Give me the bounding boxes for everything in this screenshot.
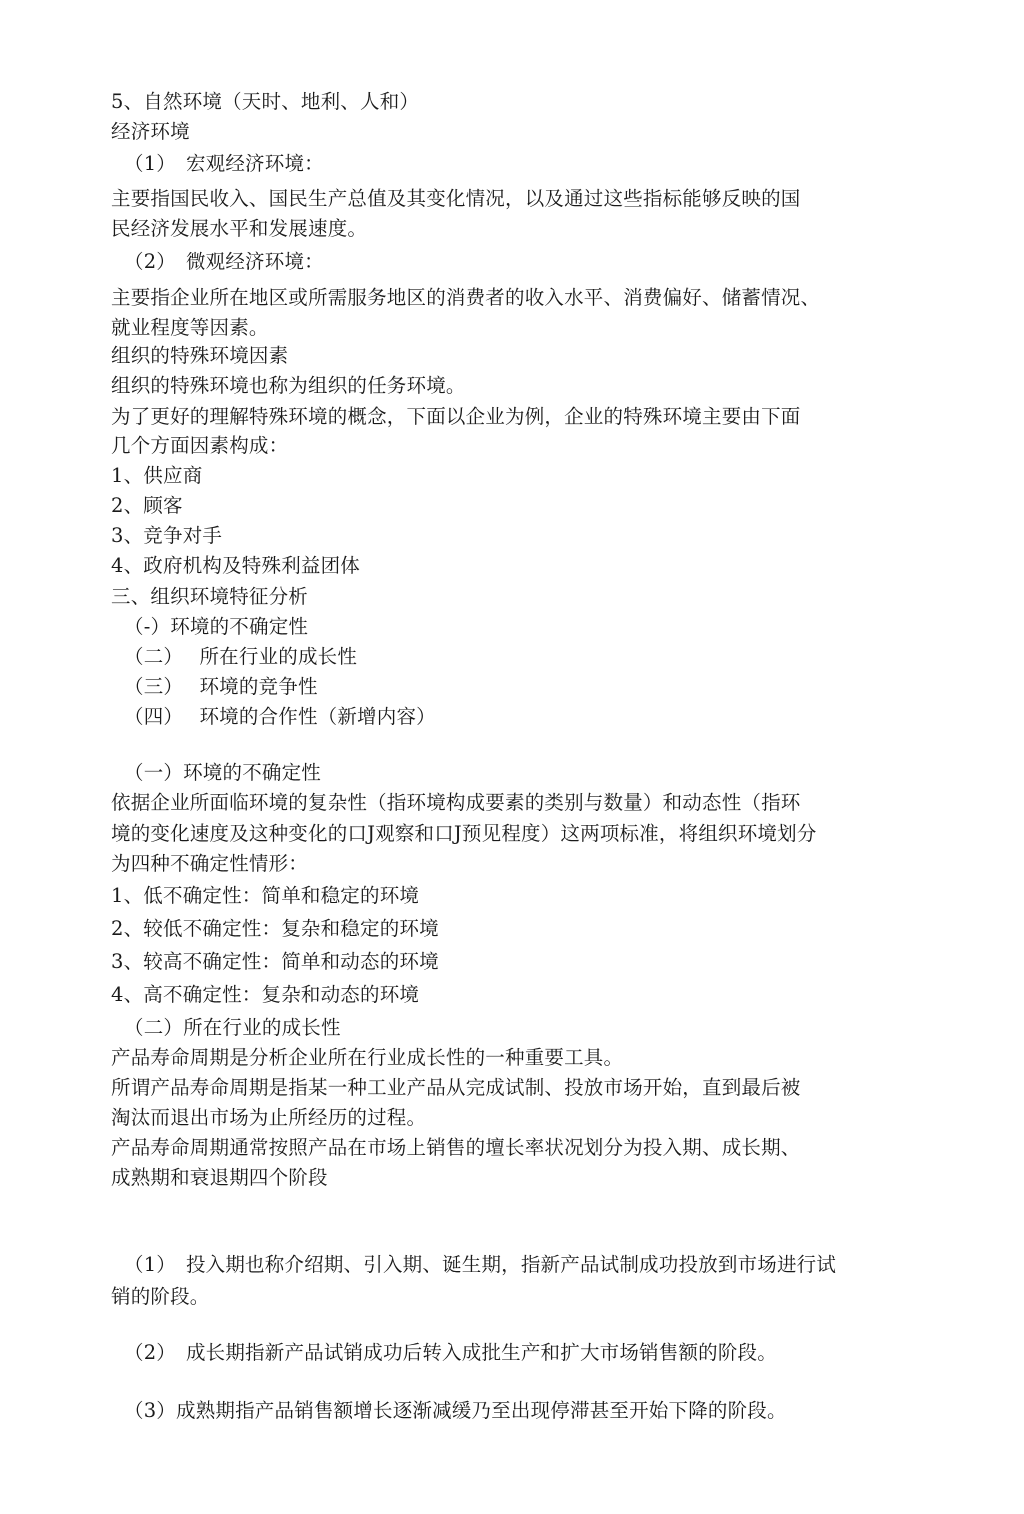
paragraph-line: 依据企业所面临环境的复杂性（指环境构成要素的类别与数量）和动态性（指环 bbox=[111, 791, 801, 814]
list-item: 1、供应商 bbox=[111, 464, 203, 487]
list-item: 3、较高不确定性：简单和动态的环境 bbox=[111, 950, 439, 973]
stage-growth: （2） 成长期指新产品试销成功后转入成批生产和扩大市场销售额的阶段。 bbox=[124, 1341, 777, 1364]
heading-economic-environment: 经济环境 bbox=[111, 120, 190, 143]
list-item: 4、高不确定性：复杂和动态的环境 bbox=[111, 983, 420, 1006]
outline-item: （二） 所在行业的成长性 bbox=[124, 645, 358, 668]
paragraph-line: 成熟期和衰退期四个阶段 bbox=[111, 1166, 328, 1189]
paragraph-line: 为了更好的理解特殊环境的概念，下面以企业为例，企业的特殊环境主要由下面 bbox=[111, 405, 801, 428]
heading-special-environment: 组织的特殊环境因素 bbox=[111, 344, 289, 367]
paragraph-line: 主要指国民收入、国民生产总值及其变化情况，以及通过这些指标能够反映的国 bbox=[111, 187, 801, 210]
subheading-uncertainty: （一）环境的不确定性 bbox=[124, 761, 322, 784]
paragraph-line: 就业程度等因素。 bbox=[111, 316, 269, 339]
subheading-micro-economy: （2） 微观经济环境： bbox=[124, 250, 324, 273]
heading-natural-environment: 5、自然环境（天时、地利、人和） bbox=[111, 90, 420, 113]
paragraph-line: 产品寿命周期通常按照产品在市场上销售的壇长率状况划分为投入期、成长期、 bbox=[111, 1136, 801, 1159]
paragraph-line: 境的变化速度及这种变化的口J观察和口J预见程度）这两项标准，将组织环境划分 bbox=[111, 822, 817, 845]
paragraph-line: 民经济发展水平和发展速度。 bbox=[111, 217, 368, 240]
paragraph-line: 主要指企业所在地区或所需服务地区的消费者的收入水平、消费偏好、储蓄情况、 bbox=[111, 286, 821, 309]
list-item: 3、竞争对手 bbox=[111, 524, 223, 547]
stage-introduction: （1） 投入期也称介绍期、引入期、诞生期，指新产品试制成功投放到市场进行试 bbox=[124, 1253, 837, 1276]
paragraph-line: 销的阶段。 bbox=[111, 1285, 210, 1308]
paragraph-line: 淘汰而退出市场为止所经历的过程。 bbox=[111, 1106, 427, 1129]
subheading-macro-economy: （1） 宏观经济环境： bbox=[124, 152, 324, 175]
list-item: 2、较低不确定性：复杂和稳定的环境 bbox=[111, 917, 439, 940]
list-item: 2、顾客 bbox=[111, 494, 183, 517]
paragraph-line: 组织的特殊环境也称为组织的任务环境。 bbox=[111, 374, 466, 397]
paragraph-line: 为四种不确定性情形： bbox=[111, 852, 309, 875]
stage-maturity: （3）成熟期指产品销售额增长逐渐减缓乃至出现停滞甚至开始下降的阶段。 bbox=[124, 1399, 787, 1422]
list-item: 1、低不确定性：简单和稳定的环境 bbox=[111, 884, 420, 907]
subheading-industry-growth: （二）所在行业的成长性 bbox=[124, 1016, 341, 1039]
paragraph-line: 几个方面因素构成： bbox=[111, 434, 289, 457]
list-item: 4、政府机构及特殊利益团体 bbox=[111, 554, 361, 577]
heading-environment-analysis: 三、组织环境特征分析 bbox=[111, 585, 309, 608]
paragraph-line: 产品寿命周期是分析企业所在行业成长性的一种重要工具。 bbox=[111, 1046, 624, 1069]
outline-item: （四） 环境的合作性（新增内容） bbox=[124, 705, 436, 728]
paragraph-line: 所谓产品寿命周期是指某一种工业产品从完成试制、投放市场开始，直到最后被 bbox=[111, 1076, 801, 1099]
outline-item: （-）环境的不确定性 bbox=[124, 615, 309, 638]
outline-item: （三） 环境的竞争性 bbox=[124, 675, 318, 698]
